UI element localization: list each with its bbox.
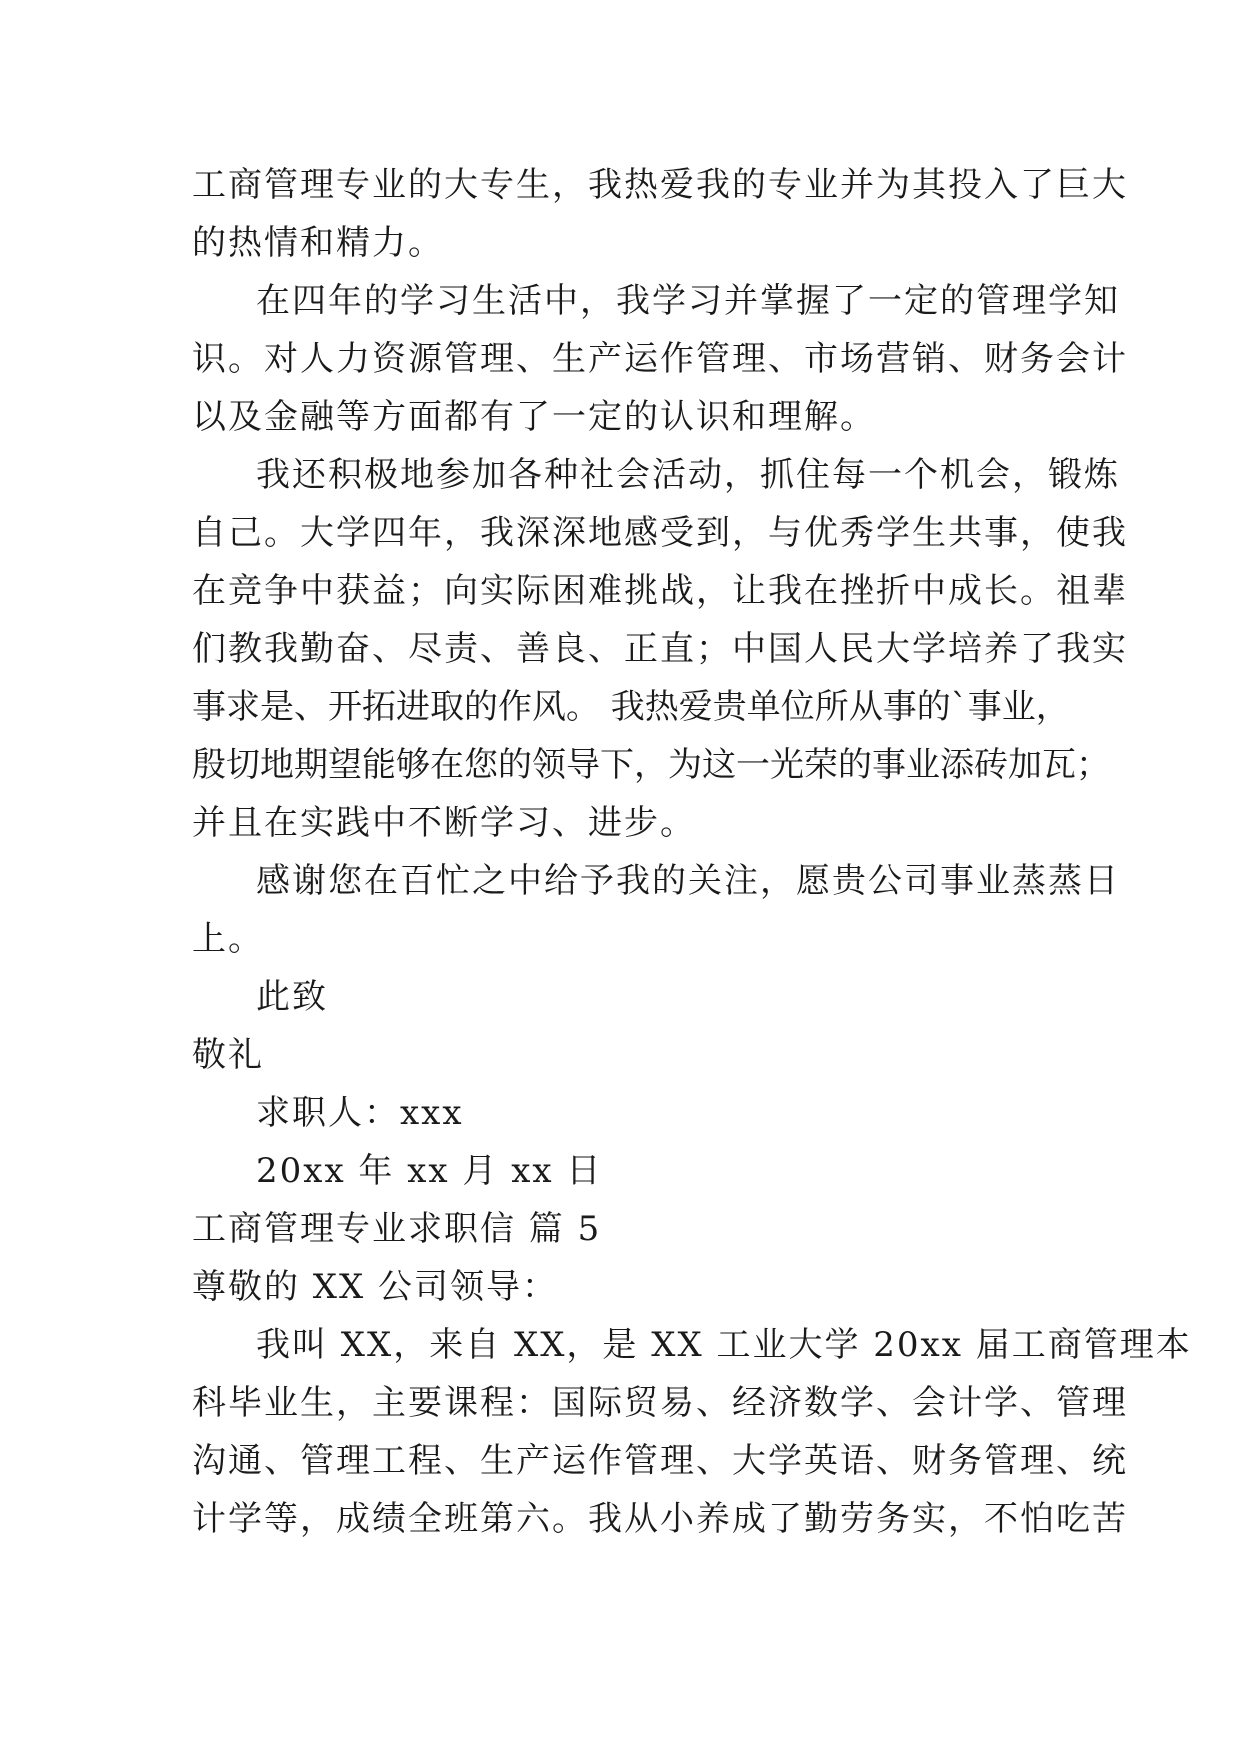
text-line: 并且在实践中不断学习、进步。 [192, 803, 696, 843]
paragraph-start: 感谢您在百忙之中给予我的关注，愿贵公司事业蒸蒸日 [256, 861, 1120, 901]
text-line: 科毕业生，主要课程：国际贸易、经济数学、会计学、管理 [192, 1383, 1128, 1423]
text-line: 计学等，成绩全班第六。我从小养成了勤劳务实，不怕吃苦 [192, 1499, 1128, 1539]
text-line: 识。对人力资源管理、生产运作管理、市场营销、财务会计 [192, 339, 1128, 379]
text-line: 自己。大学四年，我深深地感受到，与优秀学生共事，使我 [192, 513, 1128, 553]
closing-salutation: 此致 [256, 977, 328, 1017]
signature-applicant: 求职人：xxx [256, 1093, 464, 1133]
paragraph-start: 我叫 XX，来自 XX，是 XX 工业大学 20xx 届工商管理本 [256, 1325, 1192, 1365]
text-line: 殷切地期望能够在您的领导下，为这一光荣的事业添砖加瓦； [192, 745, 1110, 785]
greeting: 尊敬的 XX 公司领导： [192, 1267, 559, 1307]
signature-date: 20xx 年 xx 月 xx 日 [256, 1151, 603, 1191]
text-line: 以及金融等方面都有了一定的认识和理解。 [192, 397, 876, 437]
text-line: 在竞争中获益；向实际困难挑战，让我在挫折中成长。祖辈 [192, 571, 1128, 611]
text-line: 事求是、开拓进取的作风。 我热爱贵单位所从事的`事业， [192, 687, 1070, 727]
text-line: 们教我勤奋、尽责、善良、正直；中国人民大学培养了我实 [192, 629, 1128, 669]
section-heading: 工商管理专业求职信 篇 5 [192, 1209, 602, 1249]
text-line: 工商管理专业的大专生，我热爱我的专业并为其投入了巨大 [192, 165, 1128, 205]
closing-regards: 敬礼 [192, 1035, 264, 1075]
text-line: 上。 [192, 919, 264, 959]
text-line: 沟通、管理工程、生产运作管理、大学英语、财务管理、统 [192, 1441, 1128, 1481]
paragraph-start: 在四年的学习生活中，我学习并掌握了一定的管理学知 [256, 281, 1120, 321]
paragraph-start: 我还积极地参加各种社会活动，抓住每一个机会，锻炼 [256, 455, 1120, 495]
text-line: 的热情和精力。 [192, 223, 444, 263]
